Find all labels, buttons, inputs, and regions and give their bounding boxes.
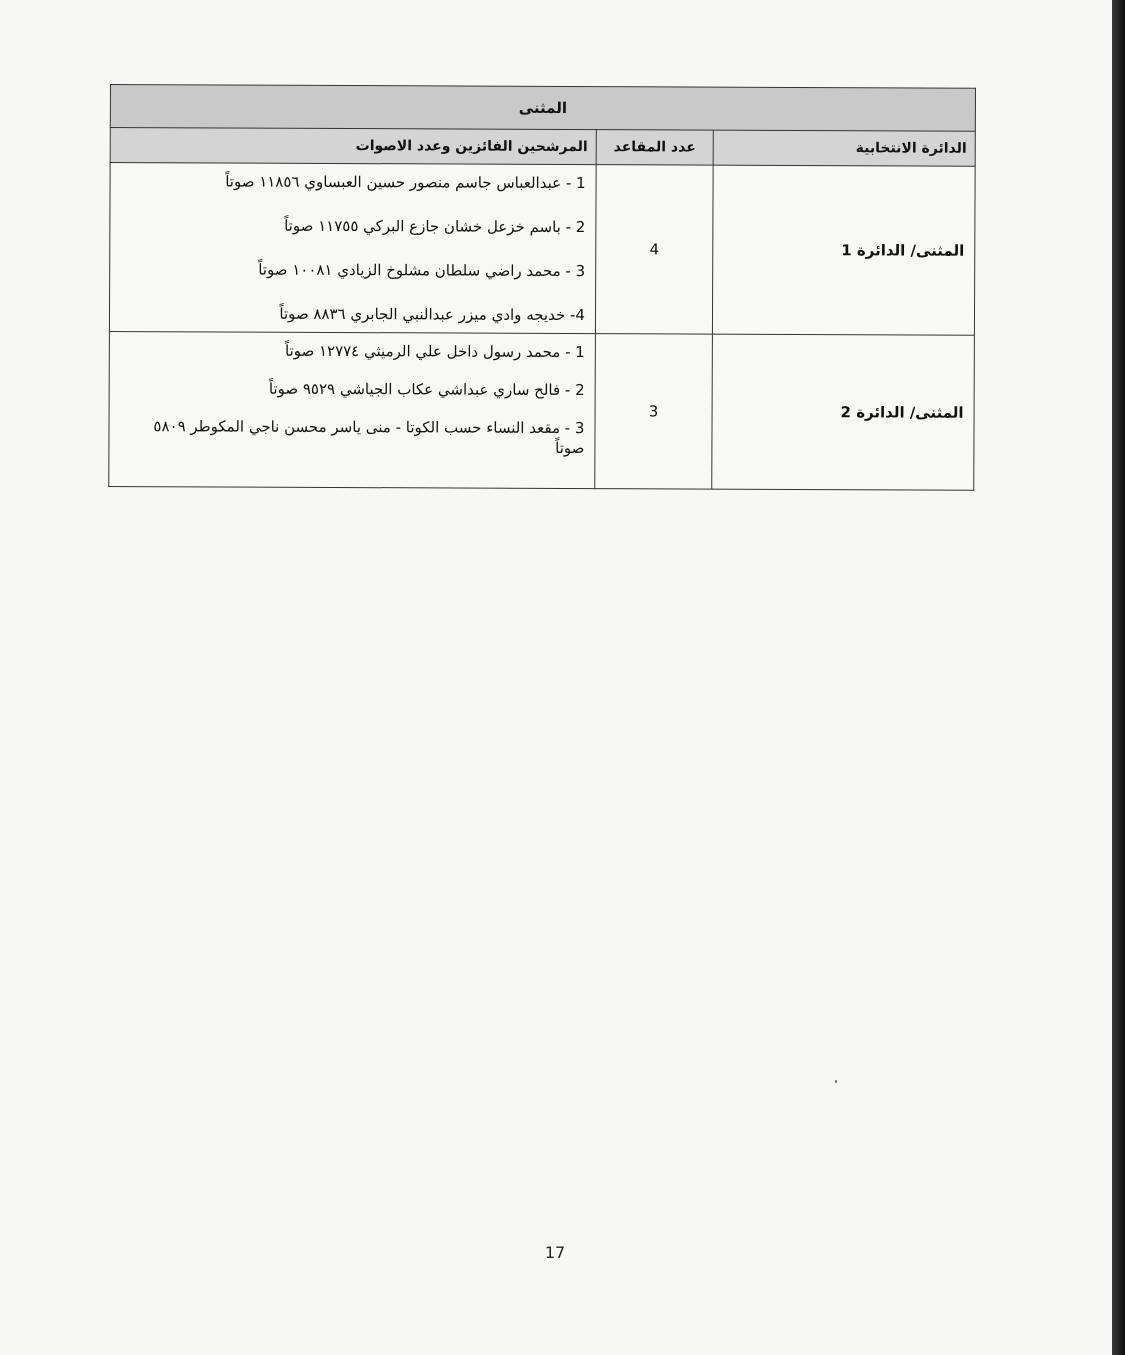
table-row [109,163,975,336]
header-district: الدائرة الانتخابية [713,130,975,166]
winner-entry: 2 - فالح ساري عبداشي عكاب الجياشي ٩٥٢٩ صوتاً [268,379,585,400]
header-row [110,128,975,167]
winner-entry: 4- خديجه وادي ميزر عبدالنبي الجابري ٨٨٣٦ صوتاً [279,304,586,325]
page-edge-shadow [1112,0,1125,1355]
election-results-table [108,84,976,491]
seat-count: 4 [595,165,713,335]
header-seats: عدد المقاعد [596,130,713,166]
winners-list [109,331,596,488]
scan-speck [835,1080,837,1083]
governorate-title-row [110,85,975,132]
winners-list [109,163,596,334]
winner-entry: 3 - محمد راضي سلطان مشلوخ الزيادي ١٠٠٨١ صوتاً [258,260,586,281]
winner-entry: 1 - عبدالعباس جاسم منصور حسين العبساوي ١١٨٥٦ صوتاً [225,172,586,193]
winner-entry: 1 - محمد رسول داخل علي الرميثي ١٢٧٧٤ صوتاً [284,341,585,362]
district-name: المثنى/ الدائرة 2 [712,334,975,490]
seat-count: 3 [595,334,713,490]
winner-entry: 2 - باسم خزعل خشان جازع البركي ١١٧٥٥ صوتاً [284,216,586,237]
winner-entry: 3 - مقعد النساء حسب الكوتا - منى ياسر محسن ناجي المكوطر ٥٨٠٩ صوتاً [153,417,585,458]
governorate-title: المثنى [110,85,975,132]
header-winners: المرشحين الفائزين وعدد الاصوات [110,128,596,165]
district-name: المثنى/ الدائرة 1 [712,165,975,335]
table-row [109,331,975,490]
page-number: 17 [544,1243,566,1262]
